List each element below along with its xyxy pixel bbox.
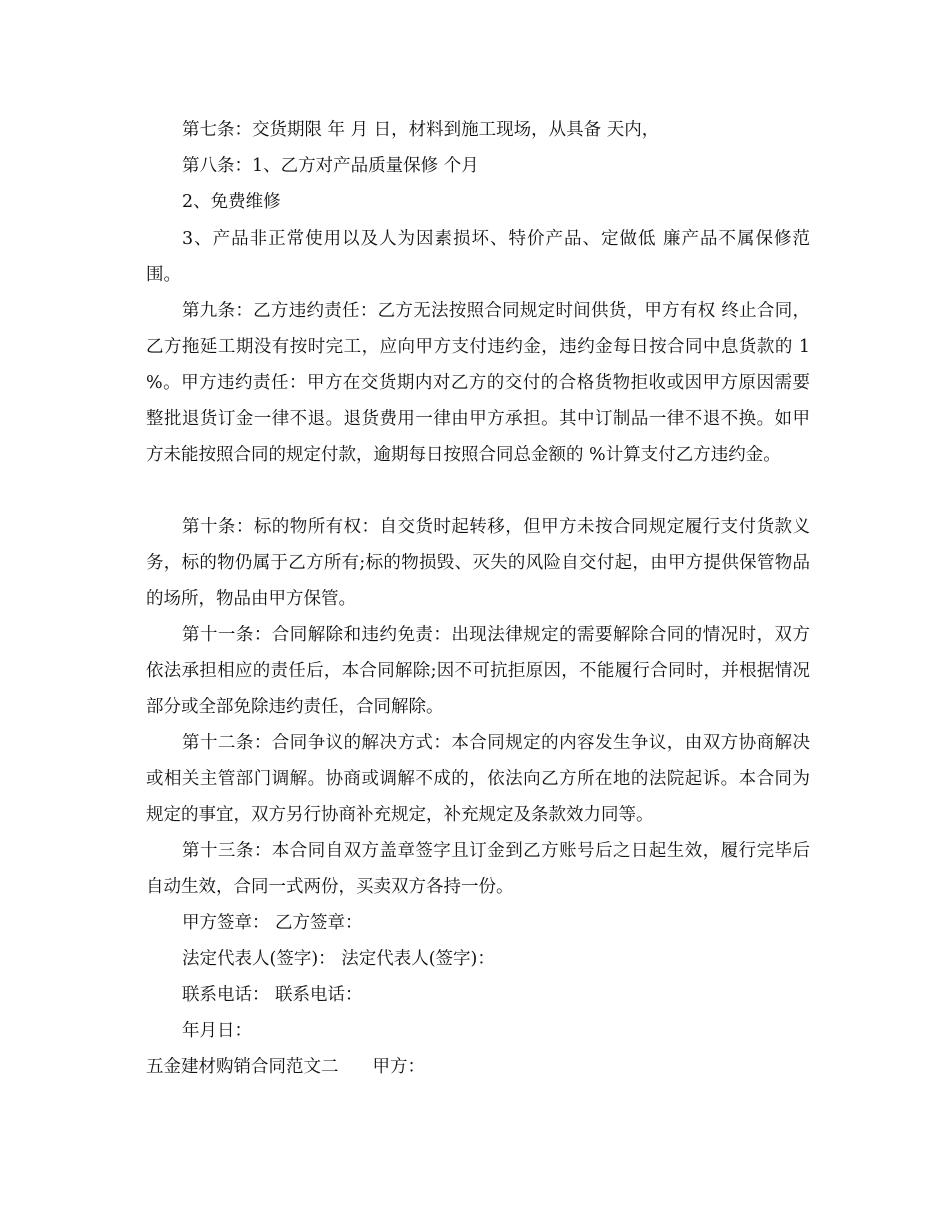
next-contract-title: 五金建材购销合同范文二 — [146, 1057, 339, 1077]
clause-8-item-2: 2、免费维修 — [182, 192, 281, 212]
legal-representative-line: 法定代表人(签字)： 法定代表人(签字)： — [182, 949, 495, 969]
clause-12: 第十二条：合同争议的解决方式：本合同规定的内容发生争议，由双方协商解决或相关主管部门调解。协商或调解不成的，依法向乙方所在地的法院起诉。本合同为规定的事宜，双方另行协商补充规定，补充规定及条款效力同等。 — [146, 733, 810, 825]
signature-line: 甲方签章： 乙方签章： — [182, 913, 363, 933]
clause-10: 第十条：标的物所有权：自交货时起转移，但甲方未按合同规定履行支付货款义务，标的物仍属于乙方所有;标的物损毁、灭失的风险自交付起，由甲方提供保管物品的场所，物品由甲方保管。 — [146, 517, 810, 609]
clause-13: 第十三条：本合同自双方盖章签字且订金到乙方账号后之日起生效，履行完毕后自动生效，合同一式两份，买卖双方各持一份。 — [146, 841, 810, 897]
clause-11: 第十一条：合同解除和违约免责：出现法律规定的需要解除合同的情况时，双方依法承担相应的责任后，本合同解除;因不可抗拒原因，不能履行合同时，并根据情况部分或全部免除违约责任，合同解除。 — [146, 625, 810, 717]
clause-7: 第七条：交货期限 年 月 日，材料到施工现场，从具备 天内， — [182, 120, 660, 140]
contact-phone-line: 联系电话： 联系电话： — [182, 985, 363, 1005]
clause-9: 第九条：乙方违约责任：乙方无法按照合同规定时间供货，甲方有权 终止合同，乙方拖延工期没有按时完工，应向甲方支付违约金，违约金每日按合同中息货款的 1 %。甲方违约责任：甲方在交货期内对乙方的交付的合格货物拒收或因甲方原因需要整批退货订金一律不退。退货费用一律由甲方承担。其中订制品一律不退不换。如甲方未能按照合同的规定付款，逾期每日按照合同总金额的 %计算支付乙方违约金。 — [146, 301, 810, 465]
clause-8-item-3: 3、产品非正常使用以及人为因素损坏、特价产品、定做低 廉产品不属保修范围。 — [146, 229, 810, 285]
date-line: 年月日： — [182, 1021, 252, 1041]
clause-8: 第八条：1、乙方对产品质量保修 个月 — [182, 156, 479, 176]
party-a-label: 甲方： — [372, 1057, 425, 1077]
next-contract-heading — [146, 1049, 810, 1085]
